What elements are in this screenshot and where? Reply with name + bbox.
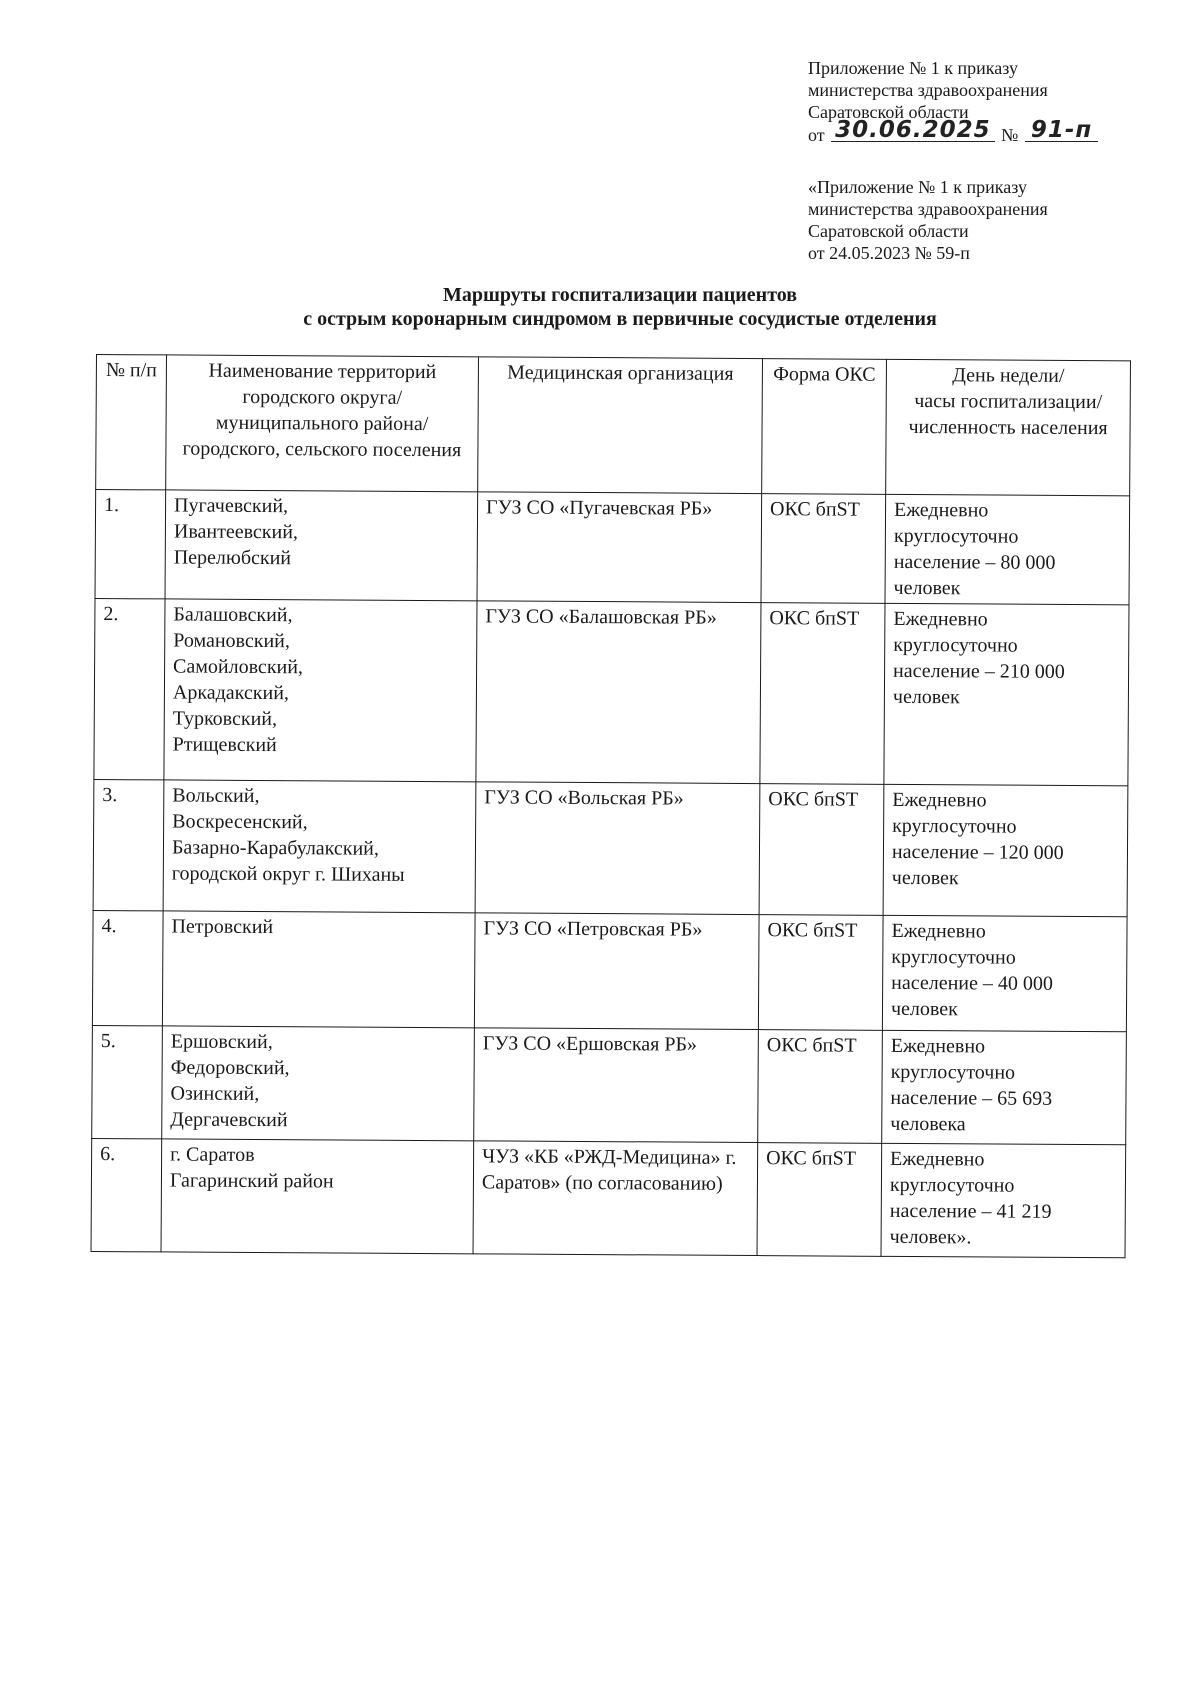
schedule-line: круглосуточно <box>893 633 1018 657</box>
document-title <box>150 283 1090 331</box>
cell-schedule <box>881 1143 1126 1257</box>
previous-order-header <box>808 176 1168 264</box>
schedule-line: человек <box>893 576 961 600</box>
header-schedule-line: численность населения <box>908 415 1108 440</box>
territory-line: г. Саратов <box>170 1143 255 1166</box>
title-line: с острым коронарным синдромом в первичные сосудистые отделения <box>303 308 937 330</box>
schedule-line: круглосуточно <box>889 1173 1015 1197</box>
cell-territory <box>165 490 478 601</box>
schedule-line: человека <box>890 1112 966 1136</box>
territory-line: Дергачевский <box>170 1108 288 1132</box>
cell-num: 5. <box>92 1025 163 1138</box>
cell-schedule <box>882 1030 1127 1144</box>
cell-schedule <box>882 915 1127 1031</box>
order-header-line: Саратовской области <box>808 102 969 122</box>
cell-schedule <box>885 494 1130 604</box>
table-row <box>94 598 1129 785</box>
schedule-line: население – 41 219 <box>889 1199 1052 1223</box>
header-schedule-line: часы госпитализации/ <box>914 389 1103 414</box>
cell-territory <box>161 1139 474 1254</box>
cell-org: ЧУЗ «КБ «РЖД-Медицина» г. Саратов» (по согласованию) <box>473 1141 758 1256</box>
cell-num: 4. <box>92 910 163 1025</box>
previous-header-line: «Приложение № 1 к приказу <box>808 177 1027 197</box>
territory-line: Базарно-Карабулакский, <box>171 836 380 860</box>
territory-line: Романовский, <box>173 629 290 653</box>
cell-territory <box>162 1026 475 1141</box>
schedule-line: население – 80 000 <box>893 550 1056 574</box>
schedule-line: Ежедневно <box>893 498 989 522</box>
territory-line: Ершовский, <box>170 1030 273 1054</box>
cell-num: 2. <box>94 598 165 779</box>
number-label: № <box>1001 125 1019 145</box>
schedule-line: круглосуточно <box>891 945 1016 969</box>
cell-territory <box>164 599 477 782</box>
order-header-line: министерства здравоохранения <box>808 80 1048 100</box>
schedule-line: Ежедневно <box>890 1147 985 1171</box>
table-header-row <box>96 355 1131 496</box>
schedule-line: человек». <box>889 1225 972 1249</box>
cell-org: ГУЗ СО «Балашовская РБ» <box>476 601 761 784</box>
territory-line: Балашовский, <box>173 603 293 627</box>
cell-num: 6. <box>91 1138 162 1251</box>
table-row <box>93 779 1128 916</box>
cell-territory <box>162 911 475 1028</box>
order-header-line: Приложение № 1 к приказу <box>808 58 1018 78</box>
cell-form: ОКС бпST <box>759 784 884 916</box>
cell-org: ГУЗ СО «Петровская РБ» <box>474 913 759 1030</box>
territory-line: городской округ г. Шиханы <box>171 862 405 886</box>
routes-table <box>91 354 1131 1258</box>
handwritten-date: 30.06.2025 <box>831 119 995 142</box>
territory-line: Турковский, <box>172 707 278 731</box>
cell-form: ОКС бпST <box>758 1030 883 1144</box>
schedule-line: Ежедневно <box>892 788 987 812</box>
cell-territory <box>163 780 476 913</box>
territory-line: Самойловский, <box>173 655 304 679</box>
territory-line: Ртищевский <box>172 733 277 757</box>
table-row <box>95 490 1130 605</box>
territory-line: Гагаринский район <box>169 1169 334 1193</box>
schedule-line: население – 40 000 <box>891 971 1053 995</box>
schedule-line: круглосуточно <box>893 524 1019 548</box>
from-label: от <box>808 125 825 145</box>
territory-line: Петровский <box>171 915 274 939</box>
cell-num: 1. <box>95 490 166 599</box>
previous-header-line: министерства здравоохранения <box>808 199 1048 219</box>
cell-num: 3. <box>93 779 164 910</box>
territory-line: Воскресенский, <box>172 810 308 834</box>
schedule-line: Ежедневно <box>893 607 988 631</box>
schedule-line: круглосуточно <box>890 1060 1016 1084</box>
table-row <box>92 1025 1127 1144</box>
schedule-line: человек <box>892 685 960 709</box>
header-schedule-line: День недели/ <box>952 364 1065 387</box>
cell-form: ОКС бпST <box>760 603 885 785</box>
territory-line: Пугачевский, <box>174 494 289 518</box>
order-date-number-line <box>808 117 1168 146</box>
header-territory: Наименование территорий городского округа/ муниципального района/ городского, сельского поселения <box>166 355 479 492</box>
order-reference-header <box>808 57 1168 146</box>
schedule-line: человек <box>891 866 959 890</box>
territory-line: Озинский, <box>170 1082 260 1106</box>
cell-form: ОКС бпST <box>758 915 883 1031</box>
schedule-line: население – 120 000 <box>891 840 1064 864</box>
header-form: Форма ОКС <box>762 359 887 495</box>
table-row <box>92 910 1127 1031</box>
cell-org: ГУЗ СО «Вольская РБ» <box>475 782 760 915</box>
schedule-line: Ежедневно <box>891 919 986 943</box>
territory-line: Федоровский, <box>170 1056 290 1080</box>
schedule-line: человек <box>890 997 958 1021</box>
previous-header-line: Саратовской области <box>808 221 969 241</box>
schedule-line: население – 210 000 <box>893 659 1065 683</box>
cell-org: ГУЗ СО «Ершовская РБ» <box>474 1028 759 1143</box>
header-org: Медицинская организация <box>478 357 763 494</box>
schedule-line: круглосуточно <box>892 814 1017 838</box>
cell-schedule <box>883 784 1128 916</box>
header-schedule <box>886 359 1131 495</box>
schedule-line: Ежедневно <box>890 1034 986 1058</box>
cell-form: ОКС бпST <box>757 1143 882 1257</box>
territory-line: Аркадакский, <box>172 681 290 705</box>
routes-table-wrapper <box>91 354 1131 1258</box>
territory-line: Перелюбский <box>173 546 292 570</box>
territory-line: Вольский, <box>172 784 260 808</box>
cell-form: ОКС бпST <box>761 494 886 604</box>
schedule-line: население – 65 693 <box>890 1086 1053 1110</box>
handwritten-number: 91-п <box>1025 119 1098 142</box>
header-num: № п/п <box>96 355 167 490</box>
cell-schedule <box>884 603 1129 785</box>
territory-line: Ивантеевский, <box>173 520 299 544</box>
cell-org: ГУЗ СО «Пугачевская РБ» <box>477 492 762 603</box>
title-line: Маршруты госпитализации пациентов <box>442 284 798 306</box>
table-row <box>91 1138 1126 1257</box>
previous-header-line: от 24.05.2023 № 59-п <box>808 243 970 263</box>
